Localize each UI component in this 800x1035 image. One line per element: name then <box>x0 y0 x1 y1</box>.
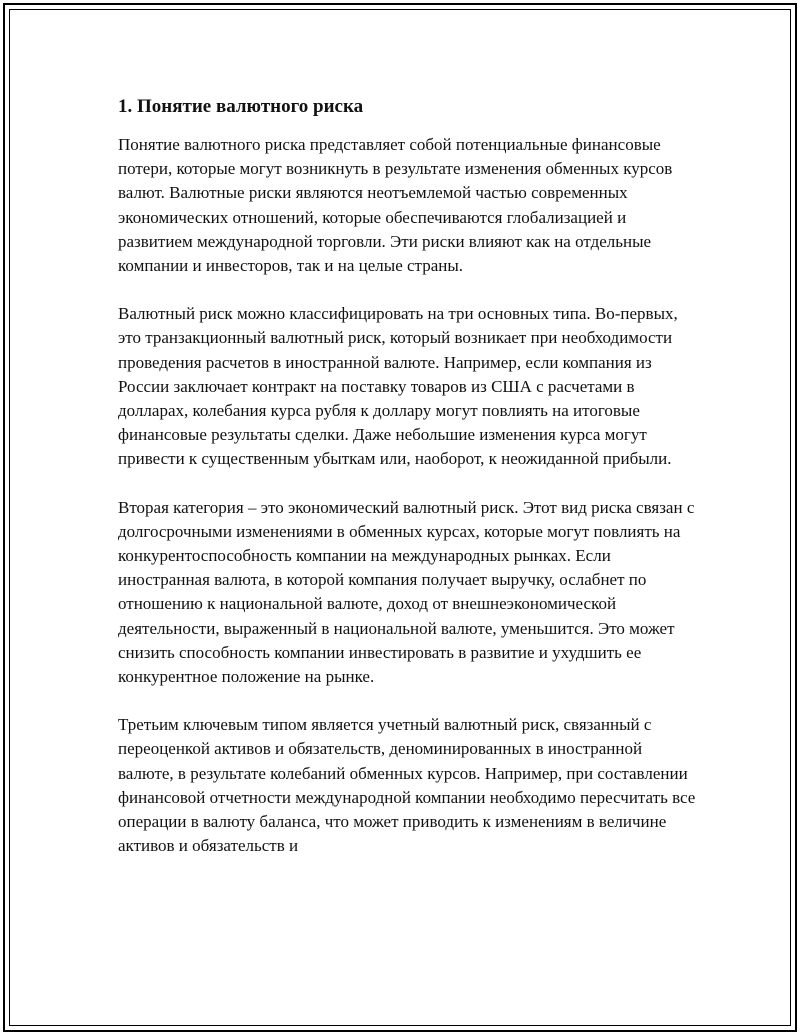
section-heading: 1. Понятие валютного риска <box>118 96 364 117</box>
paragraph-economic-risk: Вторая категория – это экономический валютный риск. Этот вид риска связан с долгосрочными изменениями в обменных курсах, которые могут повлиять на конкурентоспособность компании на международных рынках. Если иностранная валюта, в которой компания получает выручку, ослабнет по отношению к национальной валюте, доход от внешнеэкономической деятельности, выраженный в национальной валюте, уменьшится. Это может снизить способность компании инвестировать в развитие и ухудшить ее конкурентное положение на рынке. <box>118 497 695 687</box>
paragraph-transaction-risk: Валютный риск можно классифицировать на три основных типа. Во-первых, это транзакционный валютный риск, который возникает при необходимости проведения расчетов в иностранной валюте. Например, если компания из России заключает контракт на поставку товаров из США с расчетами в долларах, колебания курса рубля к доллару могут повлиять на итоговые финансовые результаты сделки. Даже небольшие изменения курса могут привести к существенным убыткам или, наоборот, к неожиданной прибыли. <box>118 304 678 469</box>
document-body <box>118 93 698 882</box>
paragraph-accounting-risk: Третьим ключевым типом является учетный валютный риск, связанный с переоценкой активов и обязательств, деноминированных в иностранной валюте, в результате колебаний обменных курсов. Например, при составлении финансовой отчетности международной компании необходимо пересчитать все операции в валюту баланса, что может приводить к изменениям в величине активов и обязательств и <box>118 715 696 856</box>
paragraph-definition: Понятие валютного риска представляет собой потенциальные финансовые потери, которые могут возникнуть в результате изменения обменных курсов валют. Валютные риски являются неотъемлемой частью современных экономических отношений, которые обеспечиваются глобализацией и развитием международной торговли. Эти риски влияют как на отдельные компании и инвесторов, так и на целые страны. <box>118 135 673 276</box>
